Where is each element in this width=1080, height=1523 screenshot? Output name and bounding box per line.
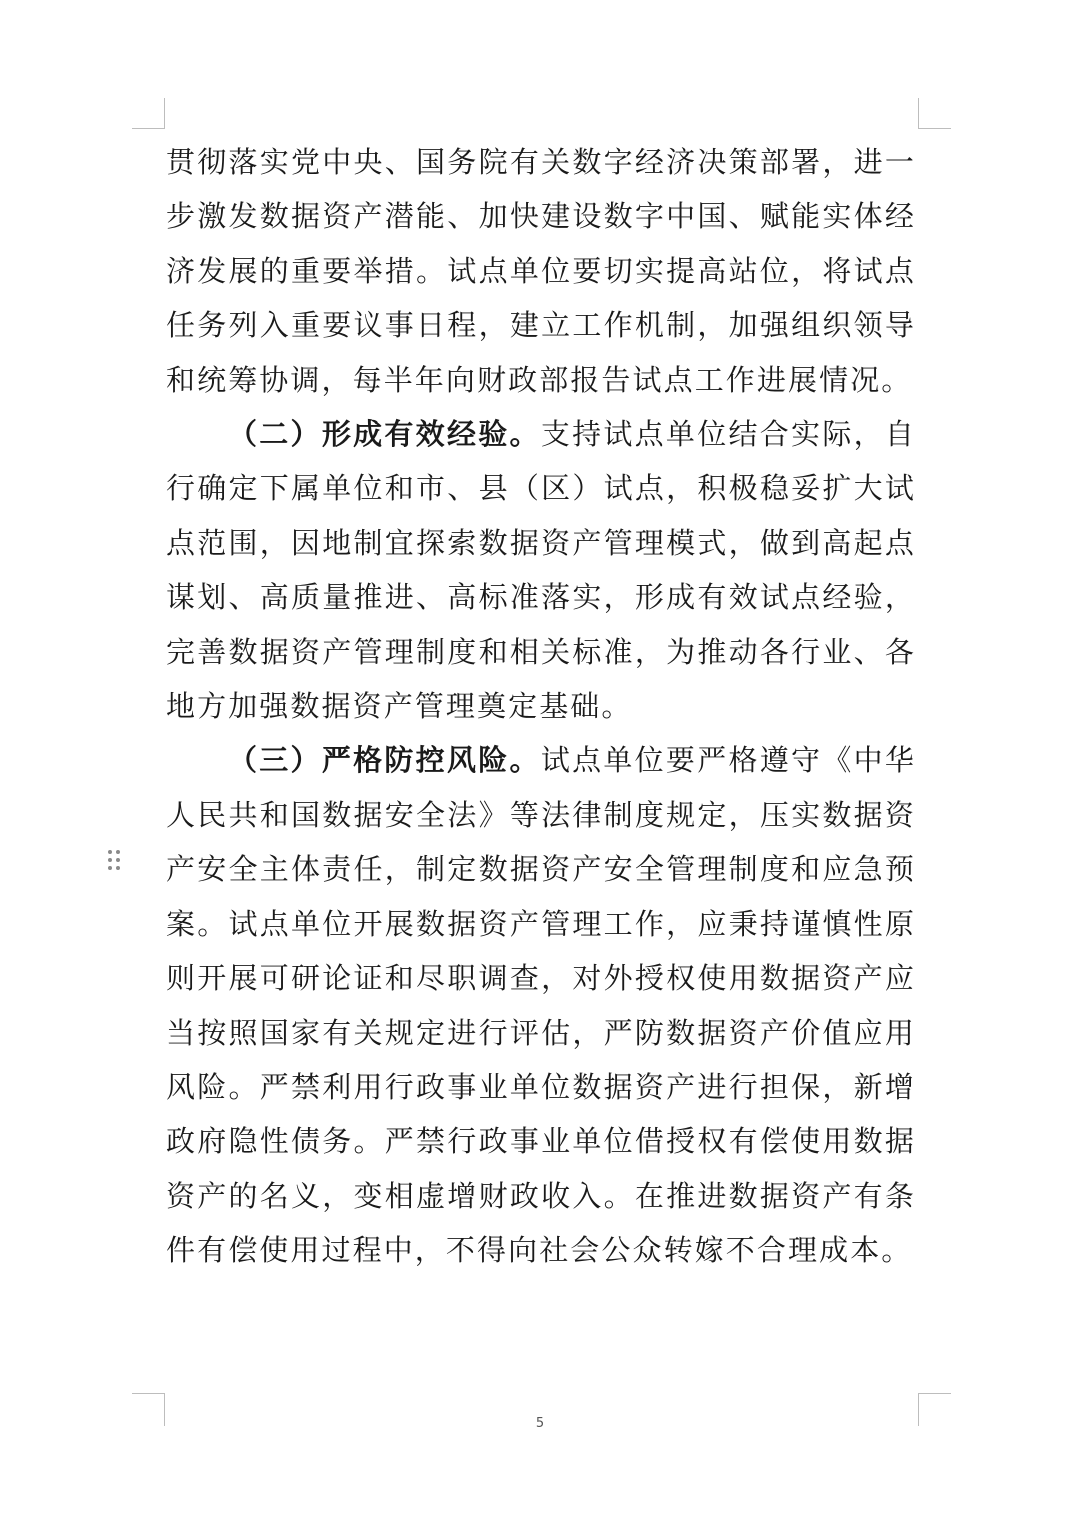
page-number: 5	[535, 1416, 545, 1431]
document-body	[166, 135, 916, 1278]
paragraph-text: 支持试点单位结合实际，自行确定下属单位和市、县（区）试点，积极稳妥扩大试点范围，因地制宜探索数据资产管理模式，做到高起点谋划、高质量推进、高标准落实，形成有效试点经验，完善数据资产管理制度和相关标准，为推动各行业、各地方加强数据资产管理奠定基础。	[166, 417, 916, 724]
paragraph-text: 贯彻落实党中央、国务院有关数字经济决策部署，进一步激发数据资产潜能、加快建设数字中国、赋能实体经济发展的重要举措。试点单位要切实提高站位，将试点任务列入重要议事日程，建立工作机制，加强组织领导和统筹协调，每半年向财政部报告试点工作进展情况。	[166, 145, 916, 397]
crop-mark-top-right	[918, 98, 951, 129]
crop-mark-top-left	[132, 98, 165, 129]
paragraph-heading: （三）严格防控风险。	[228, 743, 541, 778]
paragraph-form-effective-experience	[166, 407, 916, 733]
paragraph-heading: （二）形成有效经验。	[228, 417, 541, 452]
paragraph-text: 试点单位要严格遵守《中华人民共和国数据安全法》等法律制度规定，压实数据资产安全主体责任，制定数据资产安全管理制度和应急预案。试点单位开展数据资产管理工作，应秉持谨慎性原则开展可研论证和尽职调查，对外授权使用数据资产应当按照国家有关规定进行评估，严防数据资产价值应用风险。严禁利用行政事业单位数据资产进行担保，新增政府隐性债务。严禁行政事业单位借授权有偿使用数据资产的名义，变相虚增财政收入。在推进数据资产有条件有偿使用过程中，不得向社会公众转嫁不合理成本。	[166, 743, 916, 1268]
paragraph-strict-risk-control	[166, 733, 916, 1277]
drag-handle-icon[interactable]	[108, 850, 122, 874]
paragraph-continuation	[166, 135, 916, 407]
